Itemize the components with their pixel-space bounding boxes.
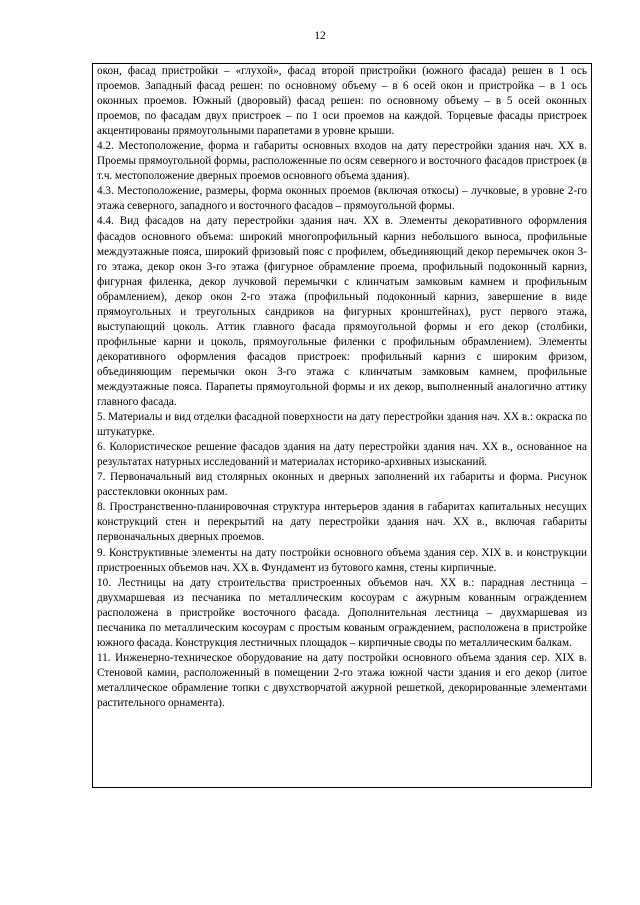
paragraph-4-3-windows: 4.3. Местоположение, размеры, форма оконных проемов (включая откосы) – лучковые, в уровне 2-го этажа северного, западного и восточного фасадов – прямоугольной формы.	[97, 185, 587, 213]
page-number: 12	[314, 30, 326, 42]
document-text-frame	[92, 63, 592, 788]
paragraph-4-2-entrances: 4.2. Местоположение, форма и габариты основных входов на дату перестройки здания нач. ХХ в. Проемы прямоугольной формы, расположенные по осям северного и восточного фасадов пристроек (в т.ч. местоположение дверных проемов основного объема здания).	[97, 140, 587, 183]
paragraph-4-4-facade-decor: 4.4. Вид фасадов на дату перестройки здания нач. ХХ в. Элементы декоративного оформления фасадов основного объема: широкий многопрофильный карниз небольшого выноса, профильные междуэтажные пояса, широкий фризовый пояс с профилем, объединяющий декор перемычек окон 3-го этажа, декор окон 3-го этажа (фигурное обрамление проема, профильный подоконный карниз, фигурная филенка, декор лучковой перемычки с клинчатым замковым камнем и профильным обрамлением), декор окон 2-го этажа (профильный подоконный карниз, завершение в виде прямоугольных и треугольных сандриков на фигурных кронштейнах), руст первого этажа, выступающий цоколь. Аттик главного фасада прямоугольной формы и его декор (столбики, профильные карни и цоколь, прямоугольные филенки с профильным обрамлением). Элементы декоративного оформления фасадов пристроек: профильный карниз с широким фризом, объединяющим перемычки окон 3-го этажа с клинчатым замковым камнем, профильные междуэтажные пояса. Парапеты прямоугольной формы и их декор, выполненный аналогично аттику главного фасада.	[97, 215, 587, 409]
paragraph-7-joinery: 7. Первоначальный вид столярных оконных и дверных заполнений их габариты и форма. Рисунок расстекловки оконных рам.	[97, 471, 587, 499]
paragraph-8-spatial-structure: 8. Пространственно-планировочная структура интерьеров здания в габаритах капитальных несущих конструкций стен и перекрытий на дату перестройки здания нач. ХХ в., включая габариты первоначальных дверных проемов.	[97, 501, 587, 544]
paragraph-5-materials: 5. Материалы и вид отделки фасадной поверхности на дату перестройки здания нач. ХХ в.: окраска по штукатурке.	[97, 411, 587, 439]
paragraph-10-staircases: 10. Лестницы на дату строительства пристроенных объемов нач. ХХ в.: парадная лестница – двухмаршевая из песчаника по металлическим косоурам с ажурным кованным ограждением расположена в пристройке восточного фасада. Дополнительная лестница – двухмаршевая из песчаника по металлическим косоурам с простым кованым ограждением, расположена в пристройке южного фасада. Конструкция лестничных площадок – кирпичные своды по металлическим балкам.	[97, 576, 587, 649]
paragraph-facades-continued: окон, фасад пристройки – «глухой», фасад второй пристройки (южного фасада) решен в 1 ось проемов. Западный фасад решен: по основному объему – в 6 осей окон и пристройка – в 1 ось оконных проемов. Южный (дворовый) фасад решен: по основному объему – в 5 осей оконных проемов, по фасадам двух пристроек – по 1 оси проемов на каждой. Торцевые фасады пристроек акцентированы прямоугольными парапетами в уровне крыши.	[97, 65, 587, 138]
paragraph-9-structural-elements: 9. Конструктивные элементы на дату постройки основного объема здания сер. XIX в. и конструкции пристроенных объемов нач. ХХ в. Фундамент из бутового камня, стены кирпичные.	[97, 546, 587, 574]
paragraph-11-engineering-equipment: 11. Инженерно-техническое оборудование на дату постройки основного объема здания сер. XIX в. Стеновой камин, расположенный в помещении 2-го этажа южной части здания и его декор (литое металлическое обрамление топки с двухстворчатой ажурной решеткой, декорированные элементами растительного орнамента).	[97, 651, 587, 709]
paragraph-6-colour-scheme: 6. Колористическое решение фасадов здания на дату перестройки здания нач. ХХ в., основанное на результатах натурных исследований и материалах историко-архивных изысканий.	[97, 441, 587, 469]
